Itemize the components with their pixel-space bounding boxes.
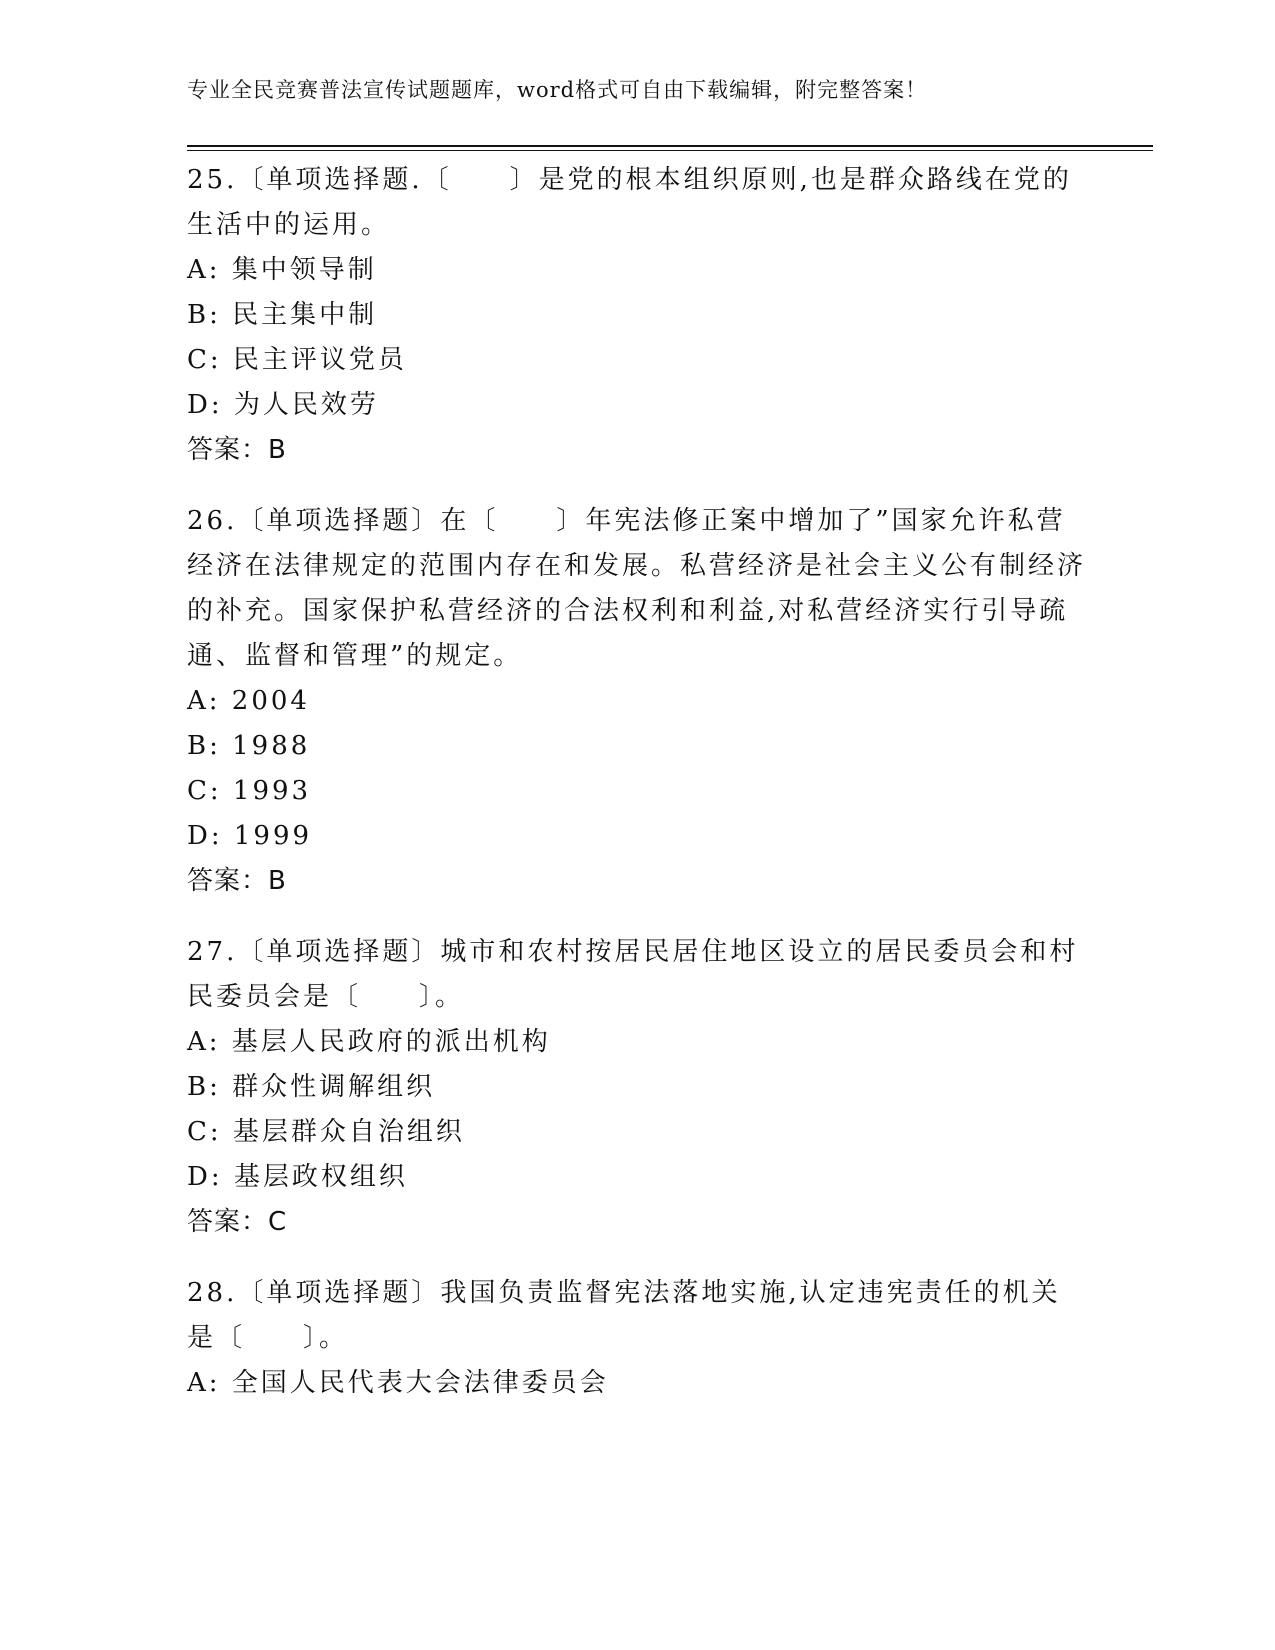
option-b: B: 民主集中制 (187, 300, 378, 330)
question-text: 25.〔单项选择题.〔 〕是党的根本组织原则,也是群众路线在党的生活中的运用。 (187, 165, 1072, 240)
question-list (187, 158, 1087, 1432)
option-b: B: 群众性调解组织 (187, 1072, 436, 1102)
answer: 答案：B (187, 435, 287, 465)
question-text: 26.〔单项选择题〕在〔 〕年宪法修正案中增加了”国家允许私营经济在法律规定的范围内存在和发展。私营经济是社会主义公有制经济的补充。国家保护私营经济的合法权利和利益,对私营经济实行引导疏通、监督和管理”的规定。 (187, 506, 1087, 671)
answer: 答案：C (187, 1207, 288, 1237)
option-a: A: 2004 (187, 686, 310, 716)
option-c: C: 民主评议党员 (187, 345, 407, 375)
option-a: A: 全国人民代表大会法律委员会 (187, 1368, 609, 1398)
question-27 (187, 930, 1087, 1245)
question-25 (187, 158, 1087, 473)
question-text: 28.〔单项选择题〕我国负责监督宪法落地实施,认定违宪责任的机关是〔 〕。 (187, 1278, 1061, 1353)
question-26 (187, 499, 1087, 904)
page-header: 专业全民竞赛普法宣传试题题库，word格式可自由下载编辑，附完整答案！ (187, 78, 928, 102)
option-d: D: 基层政权组织 (187, 1162, 408, 1192)
header-divider (187, 145, 1153, 151)
question-text: 27.〔单项选择题〕城市和农村按居民居住地区设立的居民委员会和村民委员会是〔 〕。 (187, 937, 1079, 1012)
option-b: B: 1988 (187, 731, 311, 761)
option-c: C: 基层群众自治组织 (187, 1117, 465, 1147)
option-d: D: 为人民效劳 (187, 390, 379, 420)
question-28 (187, 1271, 1087, 1406)
option-a: A: 基层人民政府的派出机构 (187, 1027, 551, 1057)
option-a: A: 集中领导制 (187, 255, 377, 285)
option-c: C: 1993 (187, 776, 312, 806)
option-d: D: 1999 (187, 821, 313, 851)
answer: 答案：B (187, 866, 287, 896)
